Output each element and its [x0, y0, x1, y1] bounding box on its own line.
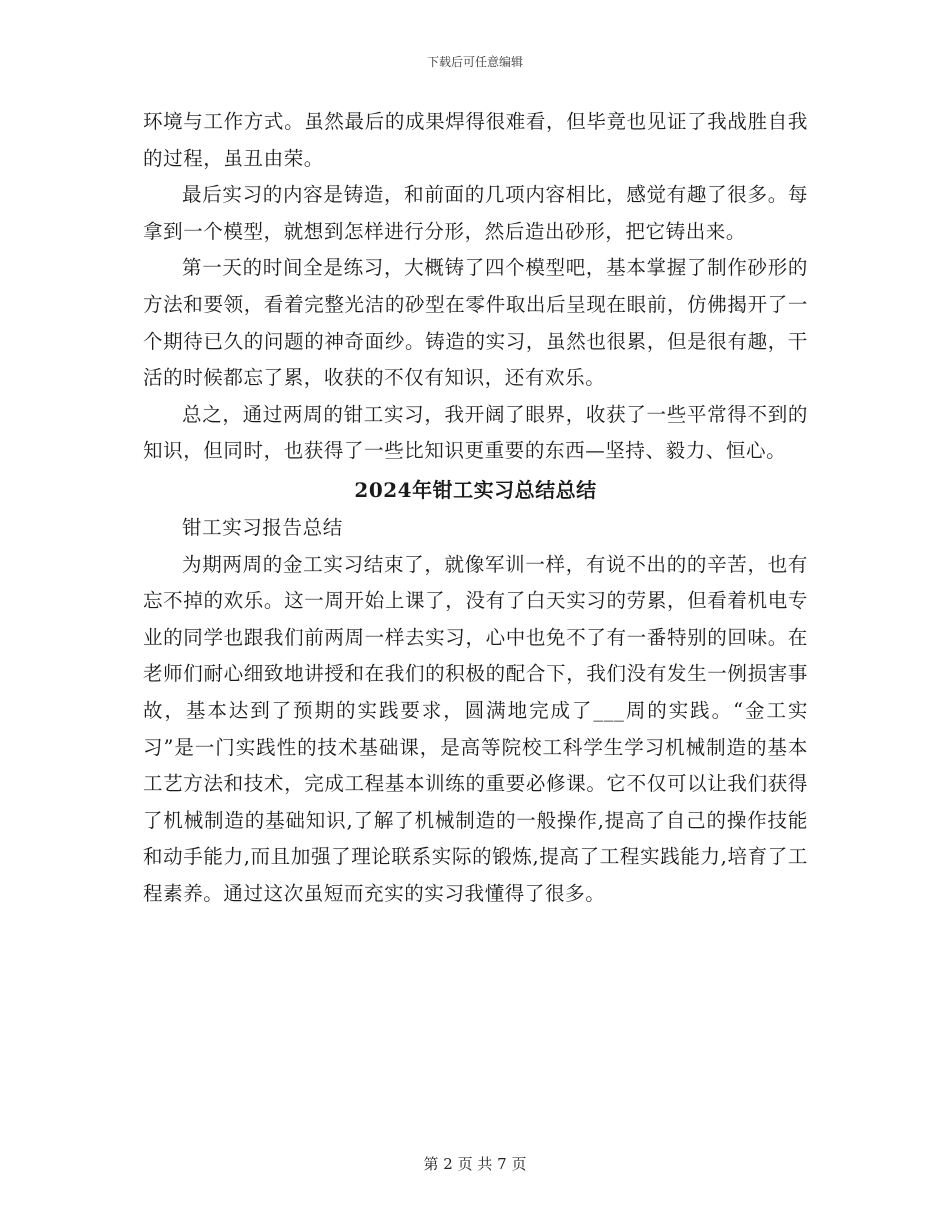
section-body-paragraph: 为期两周的金工实习结束了，就像军训一样，有说不出的的辛苦，也有忘不掉的欢乐。这一周开始上课了，没有了白天实习的劳累，但看着机电专业的同学也跟我们前两周一样去实习，心中也免不了有一番特别的回味。在老师们耐心细致地讲授和在我们的积极的配合下，我们没有发生一例损害事故，基本达到了预期的实践要求，圆满地完成了___周的实践。“金工实习”是一门实践性的技术基础课，是高等院校工科学生学习机械制造的基本工艺方法和技术，完成工程基本训练的重要必修课。它不仅可以让我们获得了机械制造的基础知识,了解了机械制造的一般操作,提高了自己的操作技能和动手能力,而且加强了理论联系实际的锻炼,提高了工程实践能力,培育了工程素养。通过这次虽短而充实的实习我懂得了很多。 [143, 552, 808, 905]
paragraph-casting: 最后实习的内容是铸造，和前面的几项内容相比，感觉有趣了很多。每拿到一个模型，就想到怎样进行分形，然后造出砂形，把它铸出来。 [143, 183, 808, 243]
page-footer: 第 2 页 共 7 页 [423, 1155, 527, 1173]
paragraph-first-day: 第一天的时间全是练习，大概铸了四个模型吧，基本掌握了制作砂形的方法和要领，看着完整光洁的砂型在零件取出后呈现在眼前，仿佛揭开了一个期待已久的问题的神奇面纱。铸造的实习，虽然也很累，但是很有趣，干活的时候都忘了累，收获的不仅有知识，还有欢乐。 [143, 256, 808, 390]
page-header: 下载后可任意编辑 [426, 55, 523, 69]
section-title: 2024年钳工实习总结总结 [354, 477, 597, 502]
paragraph-continued: 环境与工作方式。虽然最后的成果焊得很难看，但毕竟也见证了我战胜自我的过程，虽丑由荣。 [143, 110, 808, 170]
section-subtitle: 钳工实习报告总结 [182, 515, 343, 539]
document-body [143, 104, 808, 912]
paragraph-conclusion: 总之，通过两周的钳工实习，我开阔了眼界，收获了一些平常得不到的知识，但同时，也获得了一些比知识更重要的东西—坚持、毅力、恒心。 [143, 402, 808, 463]
